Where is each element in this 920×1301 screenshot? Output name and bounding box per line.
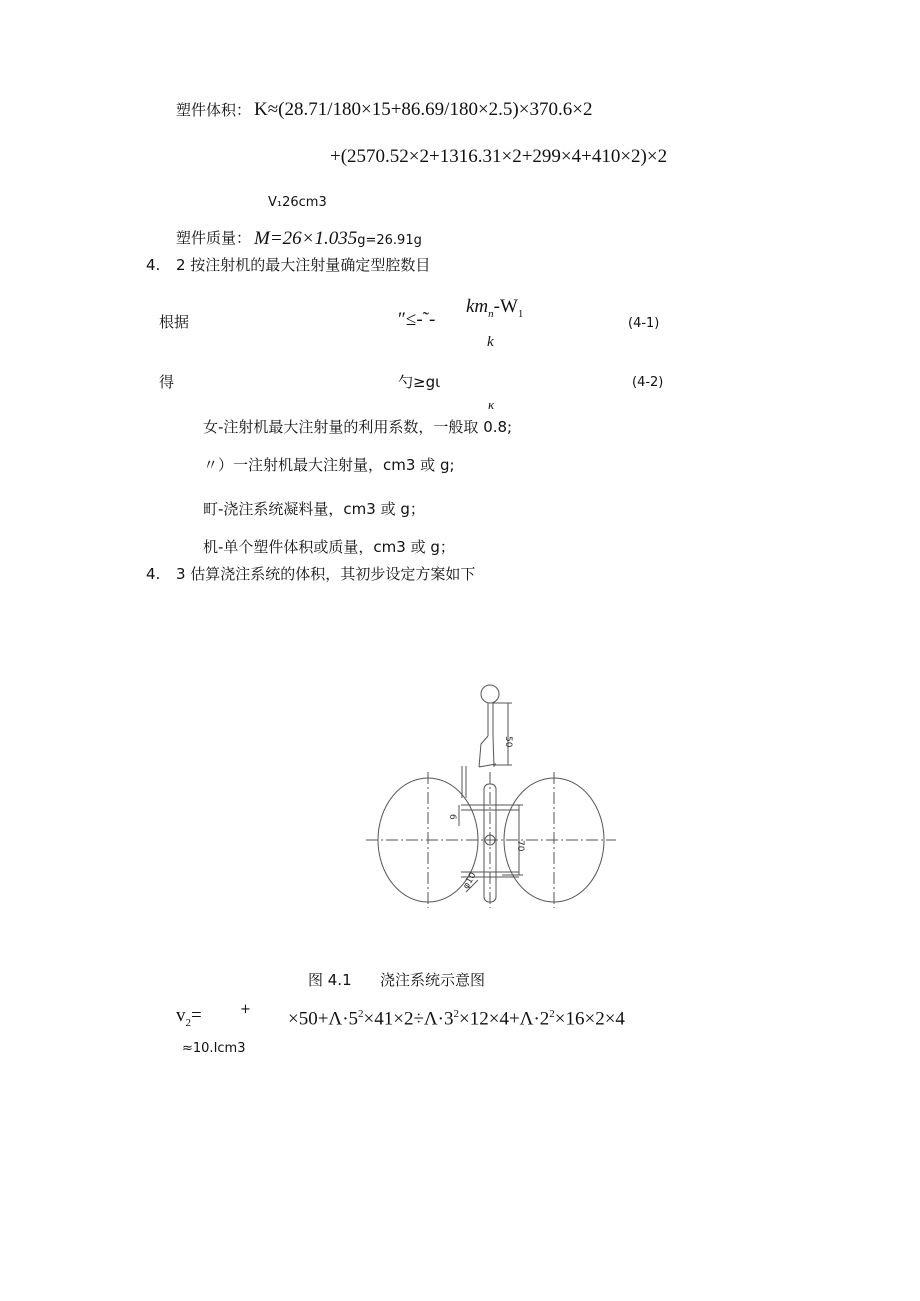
def-k [203,418,512,436]
def-w1-text: -浇注系统凝料量，cm3 或 g； [218,500,425,518]
mass-formula-main: M=26×1.035 [254,228,358,249]
def-m [203,538,455,556]
eq2-label: 得 [159,373,175,391]
eq1-label: 根据 [159,313,190,331]
volume-formula-line2: +(2570.52×2+1316.31×2+299×4+410×2)×2 [330,146,668,167]
eq1-lhs: ″≤-˜- [398,309,436,330]
eq2-body: 勺≥gι [398,373,441,391]
v2-lhs-v: v [176,1005,186,1026]
def-mn [203,456,455,474]
figure-caption-number: 图 4.1 [308,971,352,989]
v2-eq: = [191,1005,202,1026]
section-4-2-title: 2 按注射机的最大注射量确定型腔数目 [176,256,431,274]
v2-result: ≈10.Icm3 [182,1041,246,1056]
dim-6-label: 6 [447,814,457,820]
eq2-denominator: κ [488,397,495,412]
v2-body-b: ×41×2÷Λ·3 [363,1008,454,1030]
dim-70-label: 70 [515,840,525,852]
dim-phi10-label: φ10 [461,870,479,891]
def-k-text: -注射机最大注射量的利用系数，一般取 0.8; [218,418,513,436]
eq2-number: (4-2) [632,375,664,390]
eq1-number: (4-1) [628,316,660,331]
eq1-numerator [466,296,523,325]
v2-body-d: ×16×2×4 [554,1008,625,1030]
volume-result: V₁26cm3 [268,195,327,210]
mass-label: 塑件质量： [176,229,252,247]
v2-plus: + [240,1002,251,1017]
def-m-text: -单个塑件体积或质量，cm3 或 g； [218,538,455,556]
eq1-numerator-tail-sub: 1 [517,307,524,320]
runner-system-figure [366,680,616,910]
def-m-symbol: 机 [203,538,219,556]
v2-sup-3: 2 [549,1008,555,1020]
eq1-numerator-km: km [466,296,489,317]
def-w1 [203,500,425,518]
v2-body-c: ×12×4+Λ·2 [459,1008,550,1030]
section-4-2-number: 4. [146,256,161,274]
eq1-denominator: k [487,334,494,350]
section-4-3-title: 3 估算浇注系统的体积，其初步设定方案如下 [176,565,476,583]
sprue-ball [481,685,499,703]
eq1-numerator-tail: -W [493,296,518,317]
def-w1-symbol: 町 [203,500,219,518]
v2-sup-2: 2 [453,1008,460,1020]
figure-caption-text: 浇注系统示意图 [380,971,486,989]
def-mn-symbol: 〃） [203,456,234,474]
volume-formula-line1: K≈(28.71/180×15+86.69/180×2.5)×370.6×2 [254,99,593,120]
def-k-symbol: 女 [203,418,219,436]
dim-50-label: 50 [503,736,513,748]
v2-sup-1: 2 [358,1008,364,1020]
sprue-left-taper [479,736,488,767]
eq1-numerator-sub: n [488,307,494,320]
sprue-right-taper [493,736,494,767]
v2-lhs-sub: 2 [185,1016,191,1029]
def-mn-text: 一注射机最大注射量，cm3 或 g; [233,456,455,474]
v2-lhs [176,1005,202,1034]
volume-label: 塑件体积： [176,101,252,119]
mass-formula-tail: g=26.91g [357,233,422,248]
section-4-3-number: 4. [146,565,161,583]
mass-formula [254,228,422,250]
v2-body [288,1003,625,1030]
v2-body-a: ×50+Λ·5 [288,1008,359,1030]
